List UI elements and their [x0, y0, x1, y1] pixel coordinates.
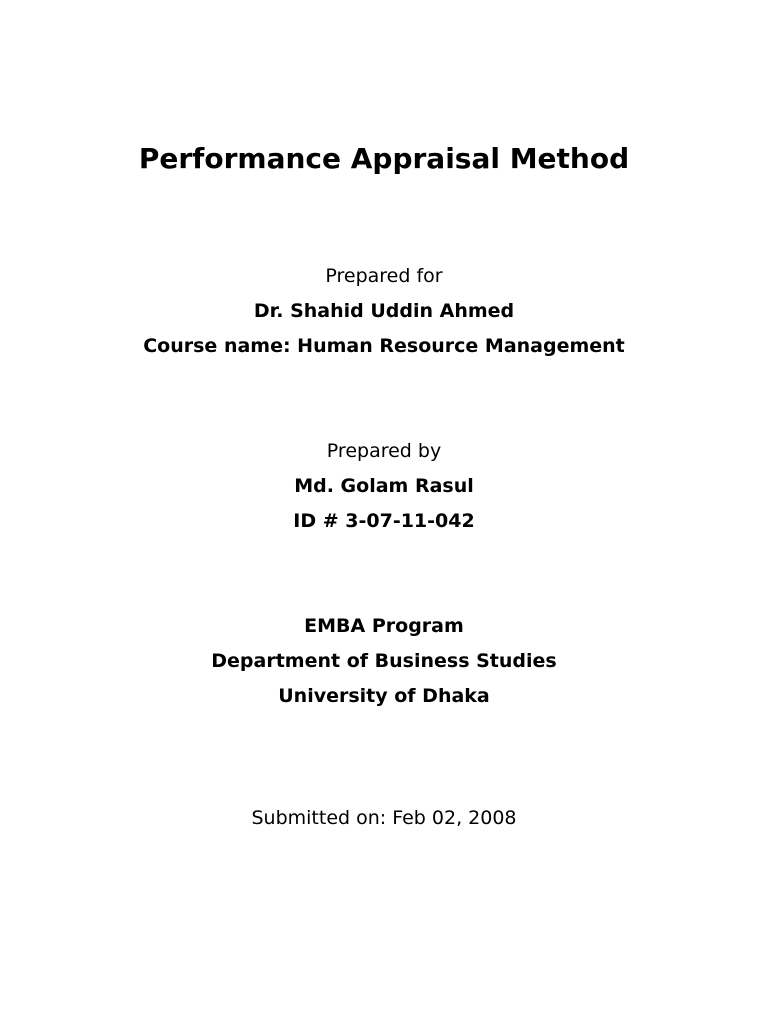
submission-date: Submitted on: Feb 02, 2008: [251, 807, 517, 829]
prepared-for-label: Prepared for: [325, 265, 443, 287]
author-id: ID # 3-07-11-042: [293, 510, 475, 532]
recipient-name: Dr. Shahid Uddin Ahmed: [253, 300, 515, 322]
department-name: Department of Business Studies: [211, 650, 557, 672]
program-name: EMBA Program: [304, 615, 464, 637]
document-title: Performance Appraisal Method: [138, 142, 630, 175]
author-name: Md. Golam Rasul: [294, 475, 474, 497]
prepared-by-label: Prepared by: [326, 440, 442, 462]
course-name: Course name: Human Resource Management: [143, 335, 625, 357]
university-name: University of Dhaka: [278, 685, 490, 707]
